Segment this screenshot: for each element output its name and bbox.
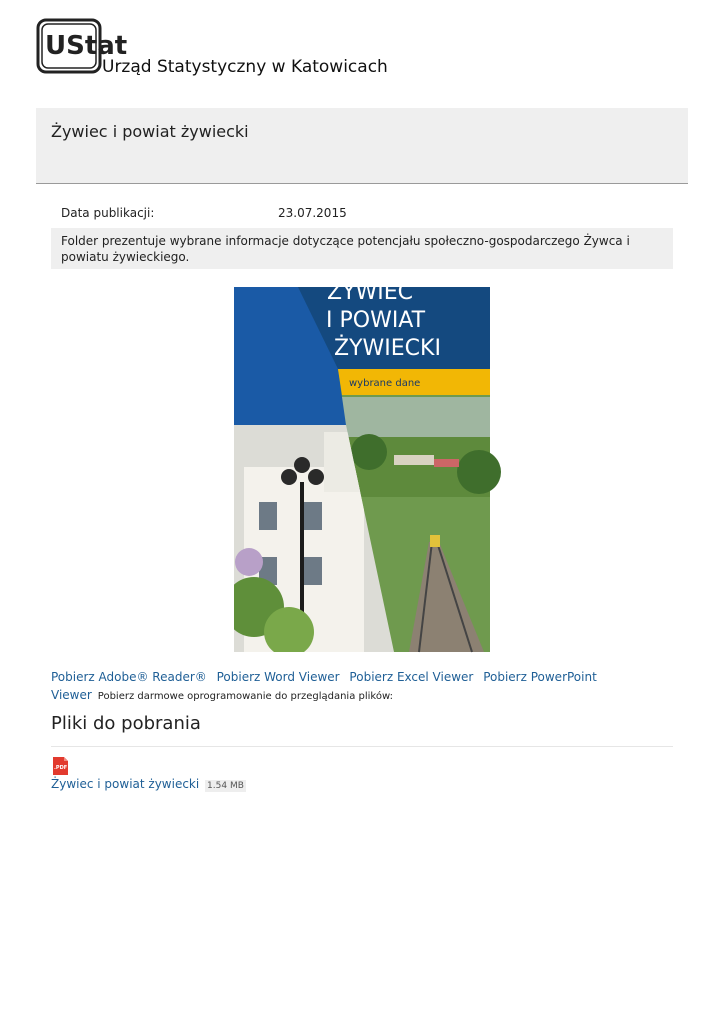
cover-title-line1: ŻYWIEC bbox=[327, 280, 414, 305]
site-title[interactable]: Urząd Statystyczny w Katowicach bbox=[102, 57, 388, 77]
pdf-icon[interactable] bbox=[51, 757, 69, 775]
section-divider bbox=[51, 746, 673, 747]
svg-text:.PDF: .PDF bbox=[54, 765, 68, 771]
page-title-box bbox=[36, 108, 688, 184]
page-title: Żywiec i powiat żywiecki bbox=[51, 122, 249, 141]
site-header bbox=[36, 18, 686, 78]
downloads-heading: Pliki do pobrania bbox=[51, 713, 201, 734]
svg-text:UStat: UStat bbox=[45, 31, 128, 61]
publication-date-label: Data publikacji: bbox=[61, 206, 155, 220]
excel-viewer-link[interactable]: Pobierz Excel Viewer bbox=[349, 670, 474, 684]
cover-subtitle: wybrane dane bbox=[349, 378, 421, 389]
download-file-link[interactable]: Żywiec i powiat żywiecki bbox=[51, 777, 200, 791]
cover-title-line2: I POWIAT bbox=[326, 308, 426, 333]
cover-title-line3: ŻYWIECKI bbox=[334, 336, 441, 361]
word-viewer-link[interactable]: Pobierz Word Viewer bbox=[216, 670, 340, 684]
powerpoint-viewer-link[interactable]: Pobierz PowerPoint Viewer bbox=[51, 670, 597, 702]
file-size-badge: 1.54 MB bbox=[207, 781, 244, 791]
adobe-reader-link[interactable]: Pobierz Adobe® Reader® bbox=[51, 670, 207, 684]
download-file-row bbox=[51, 777, 246, 791]
viewer-links bbox=[51, 668, 681, 706]
publication-date-value: 23.07.2015 bbox=[278, 206, 347, 220]
description: Folder prezentuje wybrane informacje dotyczące potencjału społeczno-gospodarczego Żywca i powiatu żywieckiego. bbox=[51, 228, 673, 269]
cover-image bbox=[234, 280, 490, 652]
ustat-logo[interactable] bbox=[36, 18, 128, 74]
viewer-note: Pobierz darmowe oprogramowanie do przeglądania plików: bbox=[97, 691, 393, 702]
